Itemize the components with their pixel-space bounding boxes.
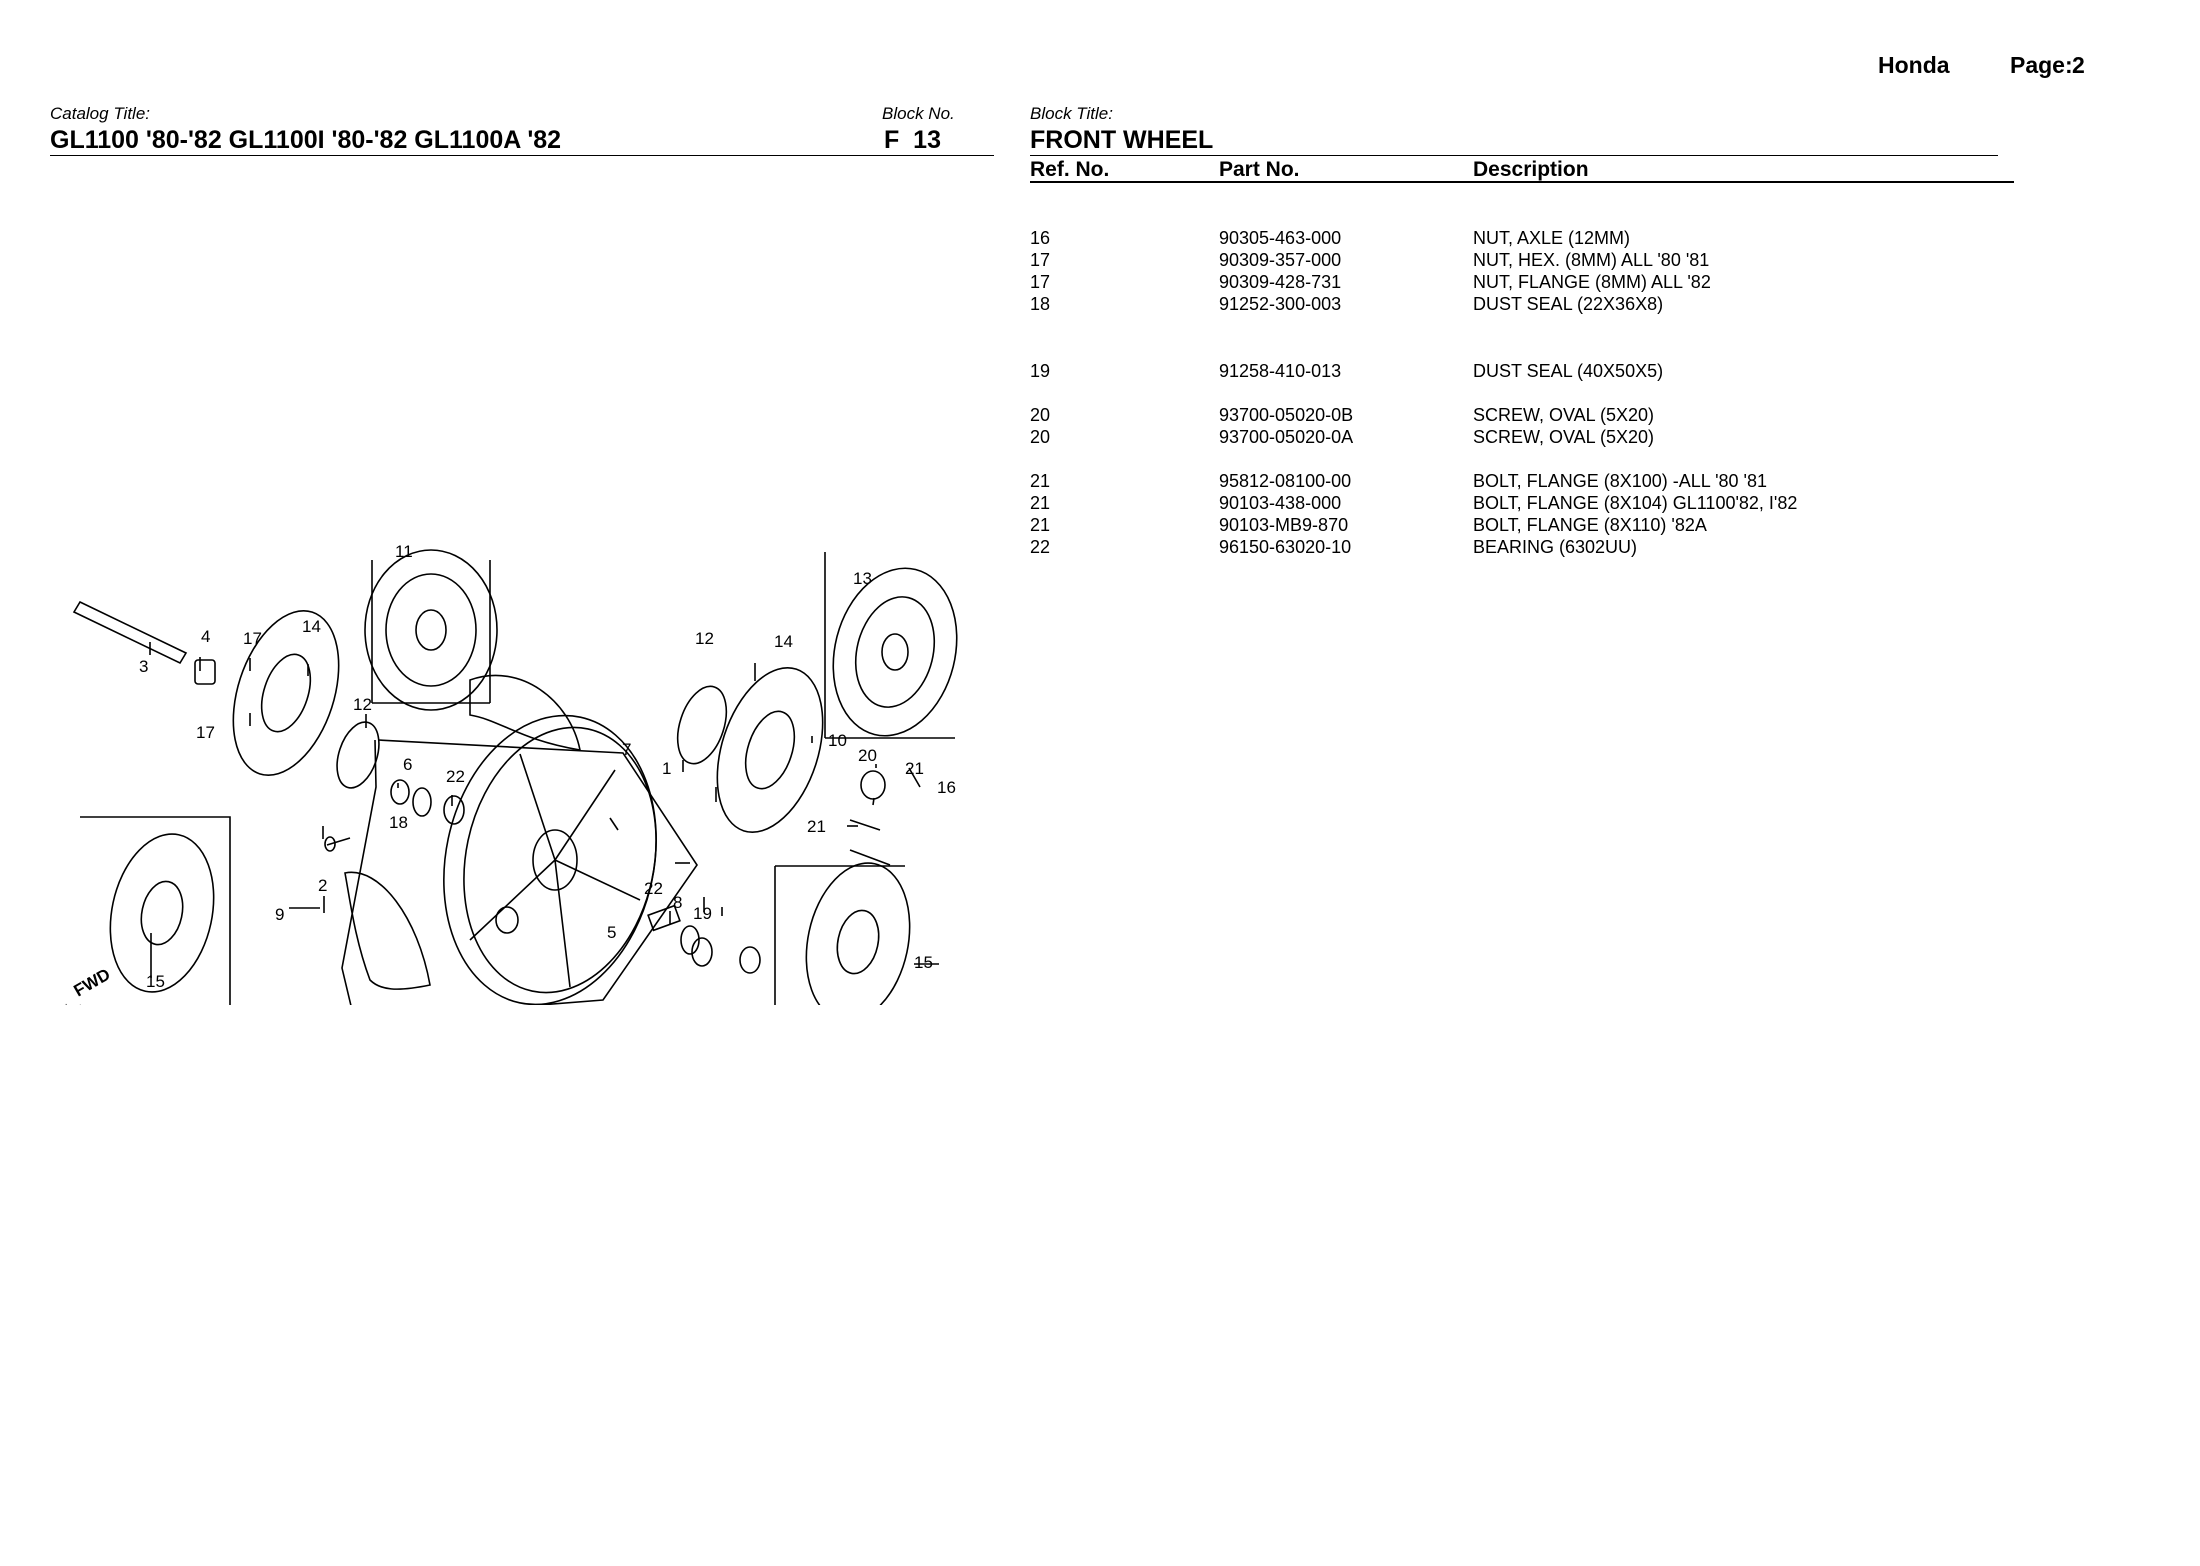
ref-number: 18 <box>1030 294 1051 314</box>
part-number: 90103-438-000 <box>1219 493 1342 513</box>
block-title-divider <box>1030 155 1998 156</box>
column-header-ref: Ref. No. <box>1030 158 1110 181</box>
ref-number: 21 <box>1030 471 1051 491</box>
column-header-part: Part No. <box>1219 158 1300 181</box>
catalog-title-label: Catalog Title: <box>50 104 151 123</box>
block-title-label: Block Title: <box>1030 104 1113 123</box>
block-number: F 13 <box>884 126 941 154</box>
callout-21: 21 <box>905 759 924 778</box>
ref-number: 17 <box>1030 272 1051 292</box>
ref-number: 20 <box>1030 427 1051 447</box>
part-description: BOLT, FLANGE (8X110) '82A <box>1473 515 1707 535</box>
part-number: 91258-410-013 <box>1219 361 1342 381</box>
part-description: NUT, FLANGE (8MM) ALL '82 <box>1473 272 1711 292</box>
part-number: 93700-05020-0A <box>1219 427 1354 447</box>
brand-name: Honda <box>1878 52 1950 78</box>
callout-5: 5 <box>607 923 617 942</box>
ref-number: 21 <box>1030 515 1051 535</box>
callout-14: 14 <box>774 632 793 651</box>
callout-21: 21 <box>807 817 826 836</box>
callout-18: 18 <box>389 813 408 832</box>
column-header-description: Description <box>1473 158 1589 181</box>
callout-19: 19 <box>693 904 712 923</box>
ref-number: 17 <box>1030 250 1051 270</box>
part-number: 90309-428-731 <box>1219 272 1342 292</box>
callout-7: 7 <box>622 740 632 759</box>
part-description: NUT, HEX. (8MM) ALL '80 '81 <box>1473 250 1710 270</box>
part-number: 90309-357-000 <box>1219 250 1342 270</box>
callout-13: 13 <box>853 569 872 588</box>
callout-3: 3 <box>139 657 149 676</box>
page-number: 2 <box>2072 52 2085 78</box>
part-description: BOLT, FLANGE (8X104) GL1100'82, I'82 <box>1473 493 1798 513</box>
part-number: 96150-63020-10 <box>1219 537 1352 557</box>
ref-number: 16 <box>1030 228 1051 248</box>
forward-arrow-icon <box>56 965 114 1005</box>
callout-15: 15 <box>146 972 165 991</box>
part-description: SCREW, OVAL (5X20) <box>1473 405 1655 425</box>
part-description: NUT, AXLE (12MM) <box>1473 228 1631 248</box>
callout-4: 4 <box>201 627 211 646</box>
callout-9: 9 <box>275 905 285 924</box>
callout-11: 11 <box>395 542 413 561</box>
part-description: BOLT, FLANGE (8X100) -ALL '80 '81 <box>1473 471 1768 491</box>
part-description: DUST SEAL (40X50X5) <box>1473 361 1664 381</box>
ref-number: 21 <box>1030 493 1051 513</box>
ref-number: 22 <box>1030 537 1051 557</box>
callout-10: 10 <box>828 731 847 750</box>
callout-8: 8 <box>673 893 683 912</box>
callout-17: 17 <box>196 723 215 742</box>
callout-17: 17 <box>243 629 262 648</box>
callout-20: 20 <box>858 746 877 765</box>
part-number: 90305-463-000 <box>1219 228 1342 248</box>
exploded-parts-diagram <box>50 540 970 1005</box>
part-number: 90103-MB9-870 <box>1219 515 1349 535</box>
callout-22: 22 <box>446 767 465 786</box>
catalog-title: GL1100 '80-'82 GL1100I '80-'82 GL1100A '82 <box>50 126 562 154</box>
part-number: 95812-08100-00 <box>1219 471 1352 491</box>
part-description: DUST SEAL (22X36X8) <box>1473 294 1664 314</box>
callout-6: 6 <box>403 755 413 774</box>
callout-12: 12 <box>695 629 714 648</box>
block-no-label: Block No. <box>882 104 955 123</box>
callout-15: 15 <box>914 953 933 972</box>
ref-number: 19 <box>1030 361 1051 381</box>
callout-12: 12 <box>353 695 372 714</box>
callout-1: 1 <box>662 759 672 778</box>
block-title: FRONT WHEEL <box>1030 126 1214 154</box>
part-description: SCREW, OVAL (5X20) <box>1473 427 1655 447</box>
callout-14: 14 <box>302 617 321 636</box>
part-number: 91252-300-003 <box>1219 294 1342 314</box>
part-number: 93700-05020-0B <box>1219 405 1354 425</box>
part-description: BEARING (6302UU) <box>1473 537 1638 557</box>
page-label: Page: <box>2010 52 2073 78</box>
catalog-divider <box>50 155 994 156</box>
callout-2: 2 <box>318 876 328 895</box>
fwd-label: FWD <box>70 964 114 1001</box>
ref-number: 20 <box>1030 405 1051 425</box>
callout-16: 16 <box>937 778 956 797</box>
table-header-rule <box>1030 181 2014 183</box>
callout-22: 22 <box>644 879 663 898</box>
